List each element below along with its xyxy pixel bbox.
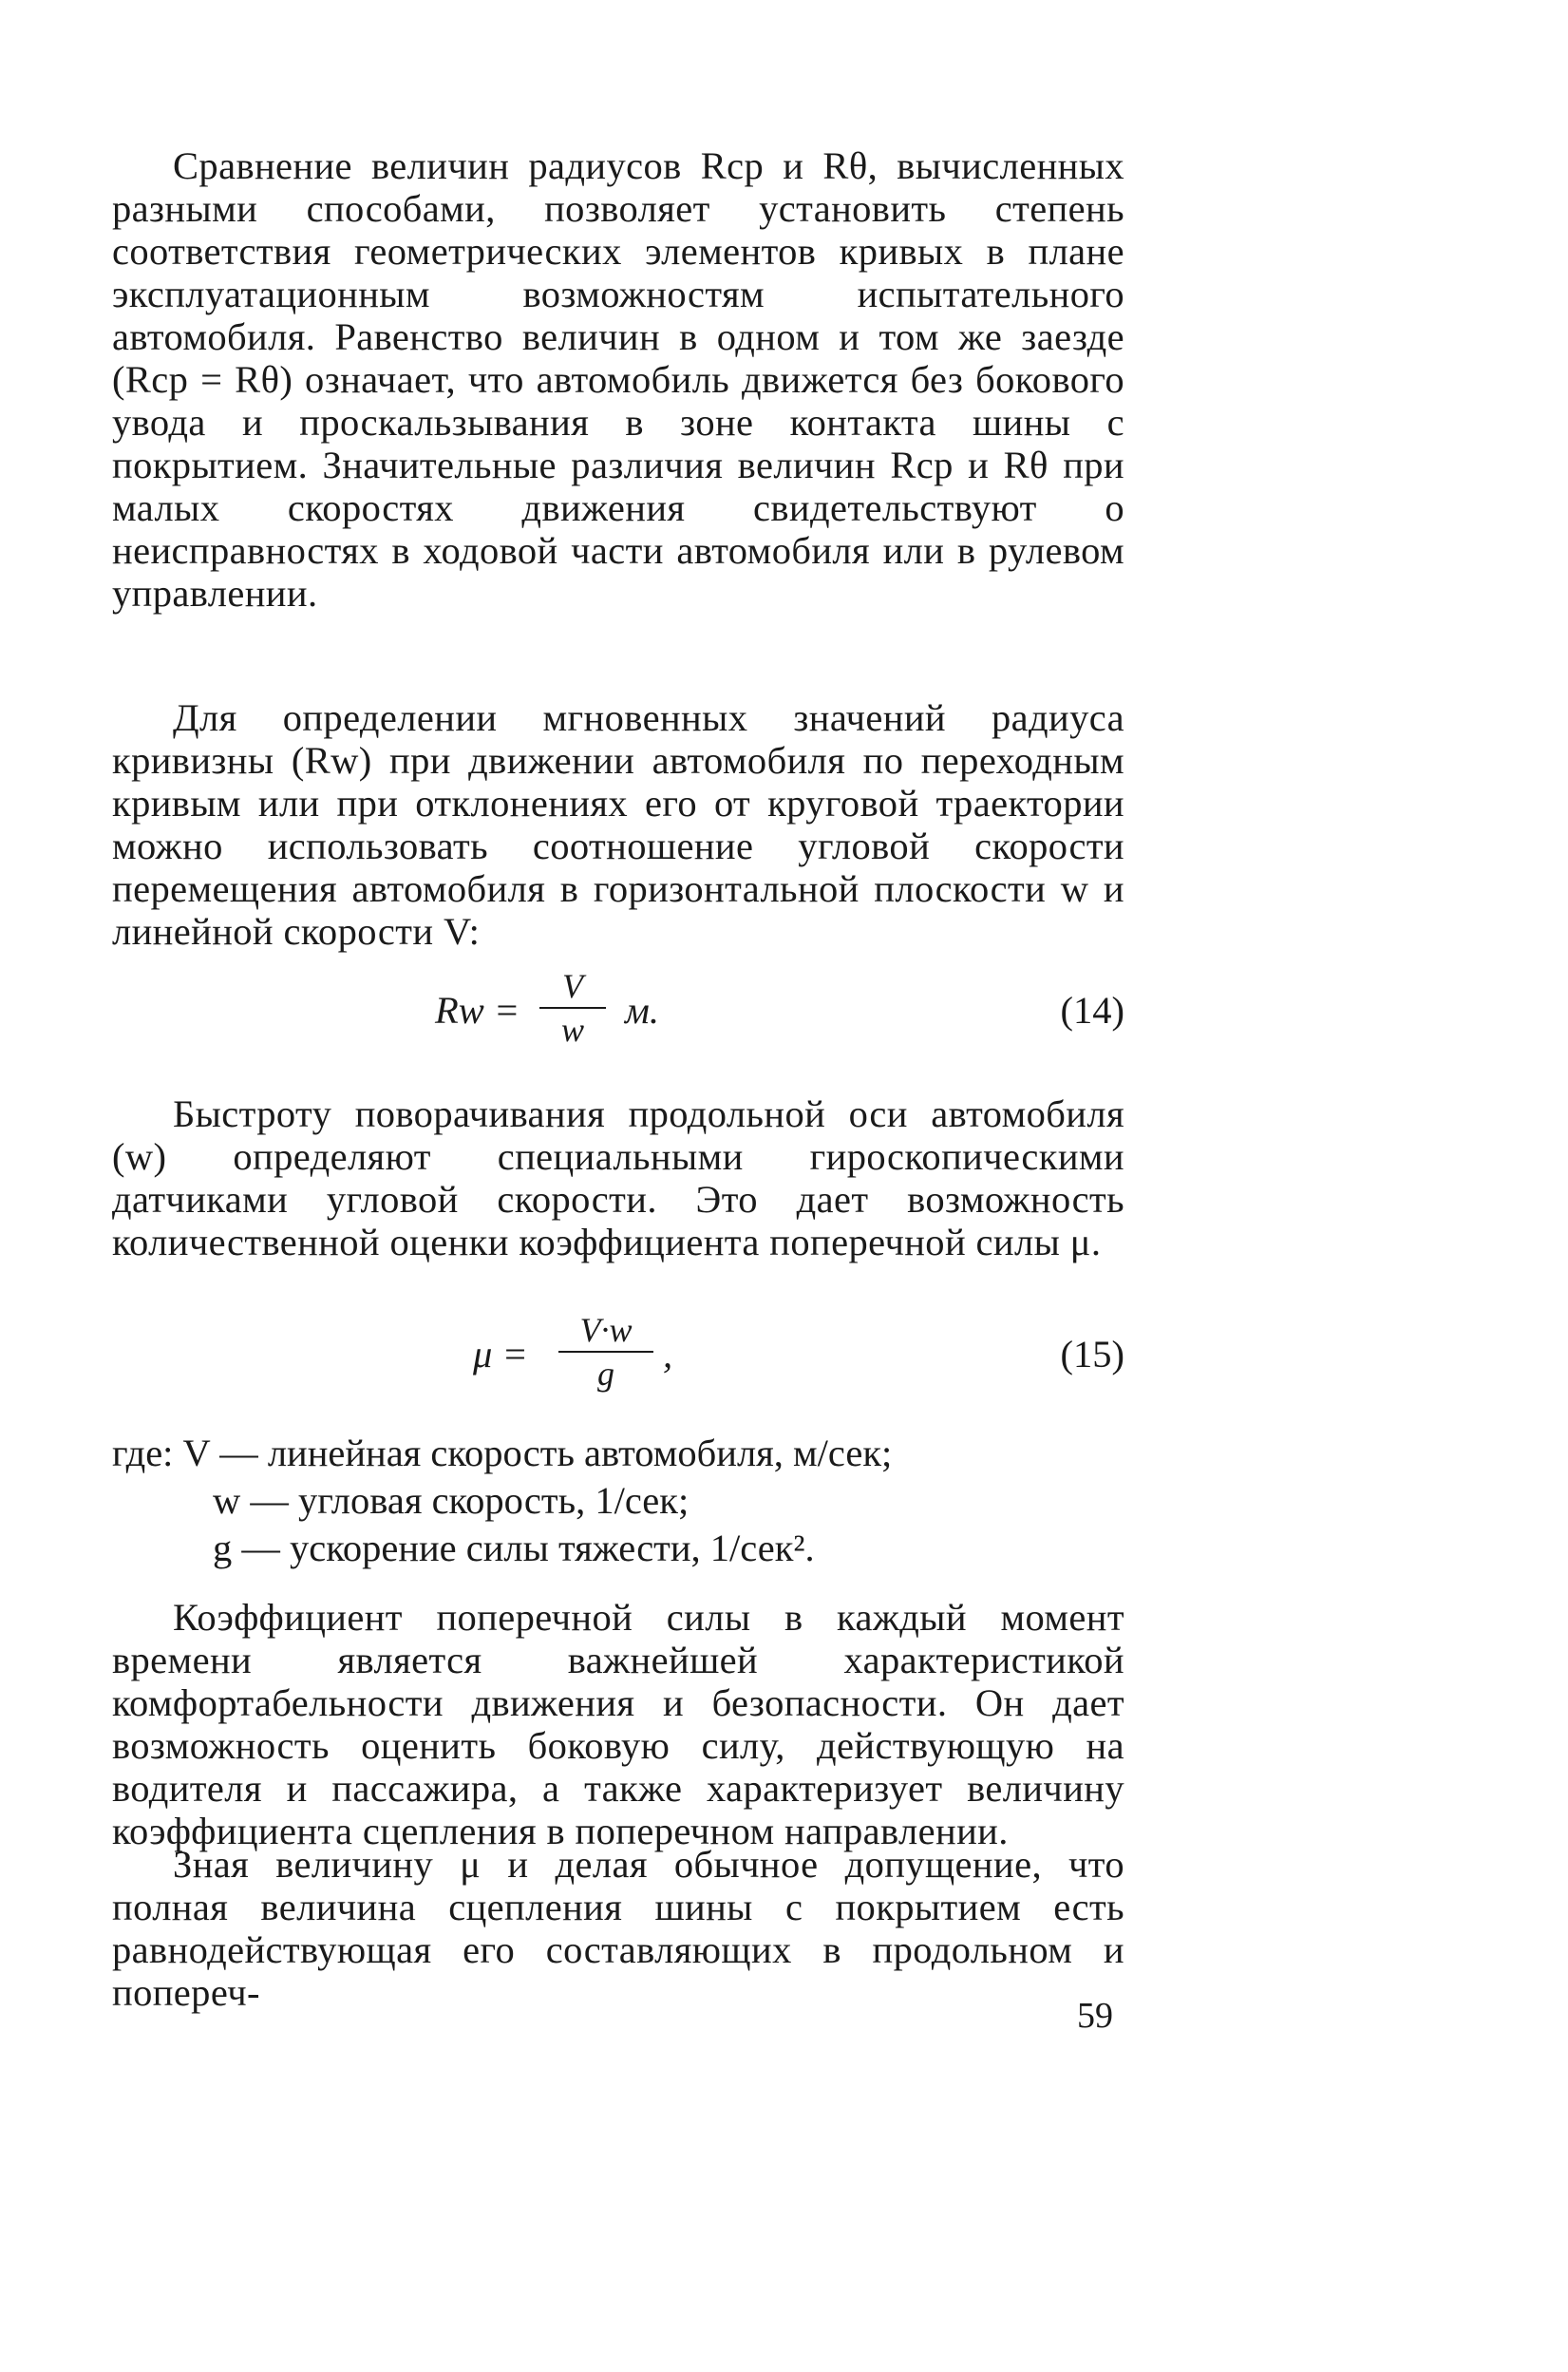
formula-14-bar [539,1007,606,1009]
formula-15-denominator: g [597,1355,614,1393]
formula-14-denominator: w [560,1011,584,1049]
definition-v: где: V — линейная скорость автомобиля, м/сек; [112,1432,893,1474]
page-number: 59 [1077,1996,1113,2036]
formula-14-lhs: Rw = [435,989,520,1032]
formula-15-lhs: μ = [473,1333,528,1376]
formula-15-fraction [558,1311,653,1393]
formula-15 [112,1311,1124,1415]
paragraph-3: Быстроту поворачивания продольной оси автомобиля (w) определяют специальными гироскопическими датчиками угловой скорости. Это дает возможность количественной оценки коэффициента поперечной силы μ. [112,1092,1124,1263]
formula-15-number: (15) [1060,1333,1124,1376]
definition-w: w — угловая скорость, 1/сек; [213,1479,690,1522]
formula-14 [112,967,1124,1072]
paragraph-1: Сравнение величин радиусов Rср и Rθ, вычисленных разными способами, позволяет установить степень соответствия геометрических элементов кривых в плане эксплуатационным возможностям испытательного автомобиля. Равенство величин в одном и том же заезде (Rср = Rθ) означает, что автомобиль движется без бокового увода и проскальзывания в зоне контакта шины с покрытием. Значительные различия величин Rср и Rθ при малых скоростях движения свидетельствуют о неисправностях в ходовой части автомобиля или в рулевом управлении. [112,144,1124,615]
paragraph-4: Коэффициент поперечной силы в каждый момент времени является важнейшей характеристикой комфортабельности движения и безопасности. Он дает возможность оценить боковую силу, действующую на водителя и пассажира, а также характеризует величину коэффициента сцепления в поперечном направлении. [112,1596,1124,1852]
definitions-list [112,1430,1124,1572]
formula-15-bar [558,1351,653,1353]
formula-14-number: (14) [1060,989,1124,1032]
formula-15-numerator: V·w [579,1311,633,1349]
paragraph-2: Для определении мгновенных значений радиуса кривизны (Rw) при движении автомобиля по переходным кривым или при отклонениях его от круговой траектории можно использовать соотношение угловой скорости перемещения автомобиля в горизонтальной плоскости w и линейной скорости V: [112,696,1124,953]
definition-g: g — ускорение силы тяжести, 1/сек². [213,1527,815,1569]
paragraph-5: Зная величину μ и делая обычное допущение, что полная величина сцепления шины с покрытием есть равнодействующая его составляющих в продольном и попереч- [112,1843,1124,2014]
formula-14-unit: м. [625,989,659,1032]
formula-14-fraction [539,967,606,1049]
formula-15-comma: , [663,1333,673,1376]
formula-14-numerator: V [562,967,583,1005]
